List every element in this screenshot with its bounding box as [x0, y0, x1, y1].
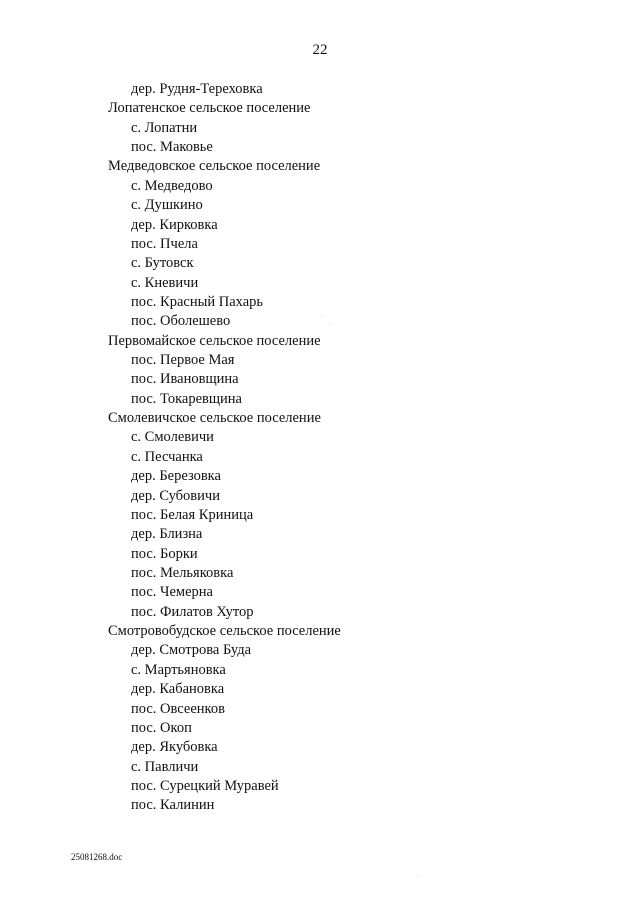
locality-item: с. Душкино	[131, 197, 203, 214]
locality-item: пос. Калинин	[131, 797, 215, 814]
locality-item: пос. Борки	[131, 545, 198, 562]
locality-item: пос. Ивановщина	[131, 371, 239, 388]
scan-speck	[330, 323, 331, 324]
locality-item: пос. Белая Криница	[131, 506, 254, 523]
locality-item: пос. Филатов Хутор	[131, 603, 254, 620]
locality-item: дер. Березовка	[131, 468, 221, 485]
locality-item: дер. Кабановка	[131, 681, 225, 698]
locality-item: пос. Пчела	[131, 235, 198, 252]
settlement-heading: Смолевичское сельское поселение	[108, 410, 321, 427]
locality-item: дер. Якубовка	[131, 739, 218, 756]
settlement-heading: Лопатенское сельское поселение	[108, 100, 311, 117]
locality-item: дер. Кирковка	[131, 216, 218, 233]
locality-item: с. Бутовск	[131, 255, 194, 272]
locality-item: с. Кневичи	[131, 274, 199, 291]
locality-item: пос. Мельяковка	[131, 564, 234, 581]
locality-item: пос. Маковье	[131, 139, 213, 156]
locality-item: с. Песчанка	[131, 448, 203, 465]
locality-item: дер. Близна	[131, 526, 203, 543]
locality-item: с. Мартьяновка	[131, 661, 226, 678]
locality-item: с. Павличи	[131, 758, 199, 775]
locality-item: дер. Смотрова Буда	[131, 642, 252, 659]
locality-item: пос. Овсеенков	[131, 700, 225, 717]
locality-item: пос. Окоп	[131, 719, 192, 736]
locality-item: пос. Сурецкий Муравей	[131, 777, 279, 794]
locality-item: дер. Рудня-Тереховка	[131, 81, 263, 97]
settlement-list	[0, 80, 640, 816]
settlement-heading: Первомайское сельское поселение	[108, 332, 321, 349]
locality-item: пос. Чемерна	[131, 584, 213, 601]
locality-item: с. Смолевичи	[131, 429, 214, 446]
settlement-heading: Смотровобудское сельское поселение	[108, 623, 341, 640]
settlement-heading: Медведовское сельское поселение	[108, 158, 321, 175]
scan-speck	[418, 876, 419, 877]
scan-speck	[322, 316, 323, 317]
page-number: 22	[312, 42, 328, 58]
locality-item: с. Лопатни	[131, 119, 198, 136]
locality-item: пос. Токаревщина	[131, 390, 242, 407]
locality-item: пос. Красный Пахарь	[131, 293, 264, 310]
document-file-code: 25081268.doc	[71, 852, 123, 862]
locality-item: пос. Первое Мая	[131, 352, 235, 369]
locality-item: дер. Субовичи	[131, 487, 220, 504]
locality-item: с. Медведово	[131, 177, 213, 194]
locality-item: пос. Оболешево	[131, 313, 231, 330]
